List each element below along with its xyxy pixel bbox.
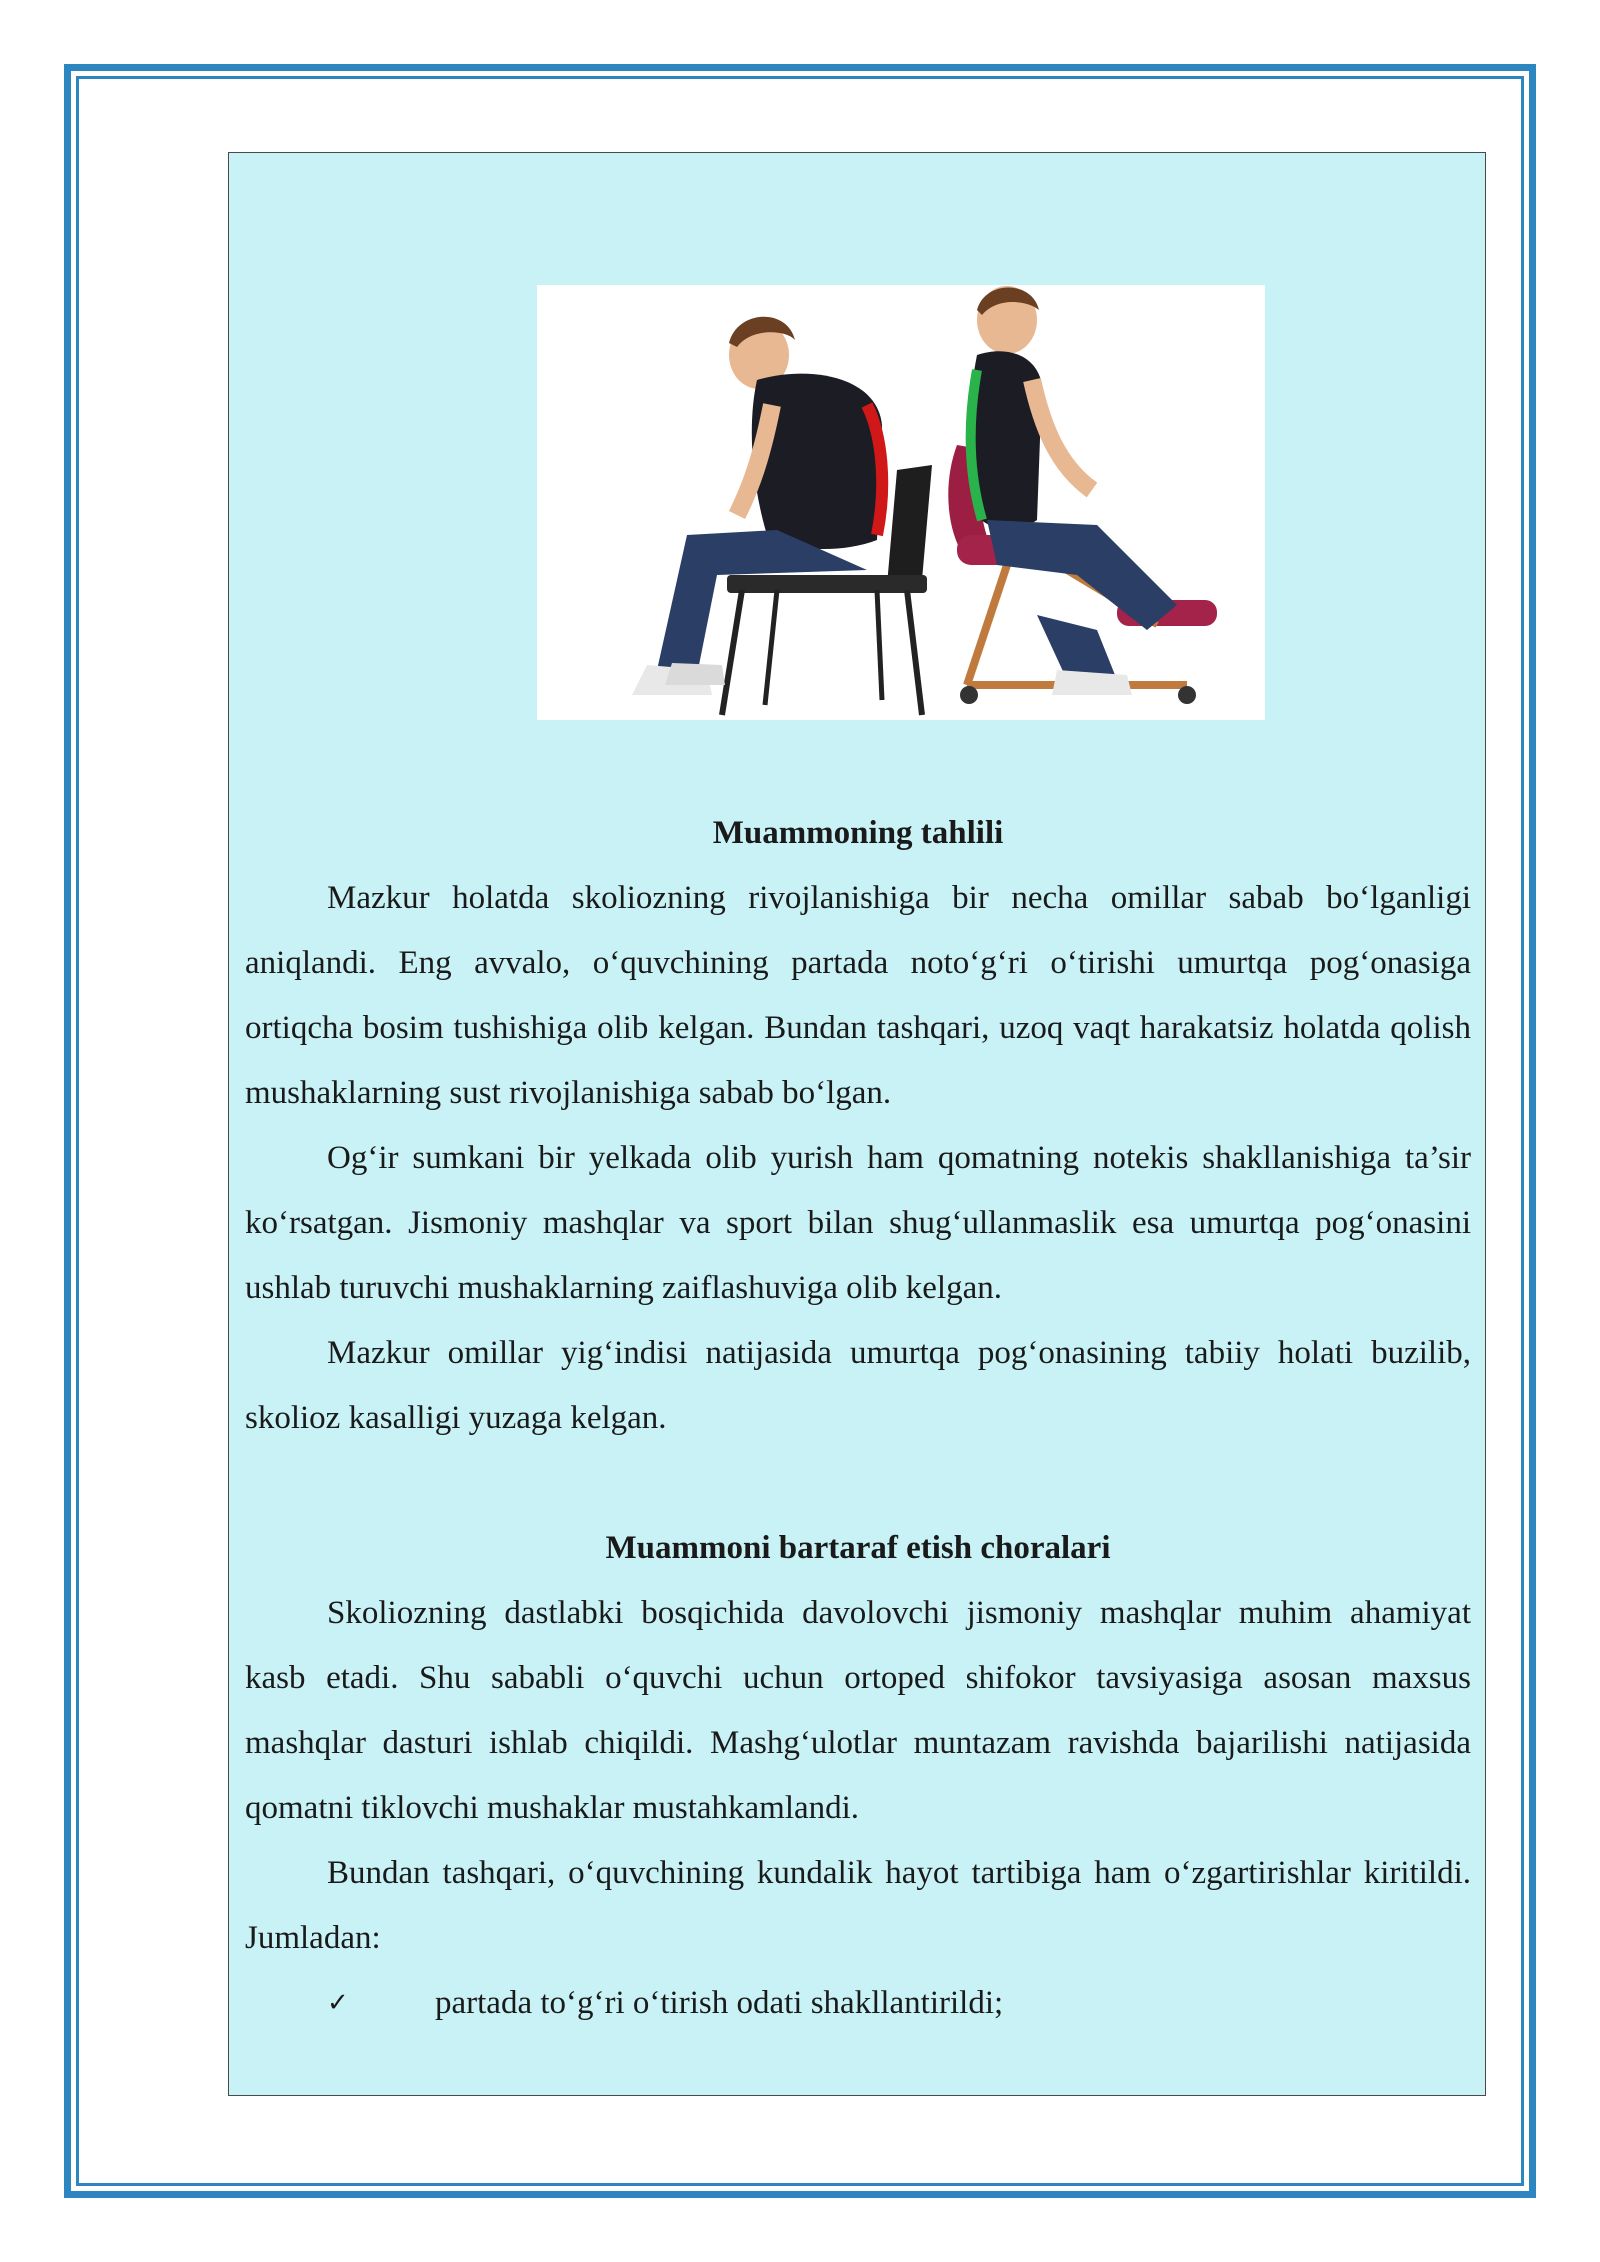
- bullet-text: partada to‘g‘ri o‘tirish odati shakllantirildi;: [435, 1985, 1004, 2021]
- paragraph: Skoliozning dastlabki bosqichida davolovchi jismoniy mashqlar muhim ahamiyat kasb etadi. Shu sababli o‘quvchi uchun ortoped shifokor tavsiyasiga asosan maxsus mashqlar dasturi ishlab chiqildi. Mashg‘ulotlar muntazam ravishda bajarilishi natijasida qomatni tiklovchi mushaklar mustahkamlandi.: [245, 1595, 1471, 1826]
- paragraph: Mazkur holatda skoliozning rivojlanishiga bir necha omillar sabab bo‘lganligi aniqlandi. Eng avvalo, o‘quvchining partada noto‘g‘ri o‘tirishi umurtqa pog‘onasiga ortiqcha bosim tushishiga olib kelgan. Bundan tashqari, uzoq vaqt harakatsiz holatda qolish mushaklarning sust rivojlanishiga sabab bo‘lgan.: [245, 880, 1471, 1111]
- paragraph: Bundan tashqari, o‘quvchining kundalik hayot tartibiga ham o‘zgartirishlar kiritildi. Jumladan:: [245, 1855, 1471, 1956]
- checkmark-icon: ✓: [327, 1988, 349, 2018]
- bullet-item: [245, 1971, 1471, 2036]
- paragraph: Mazkur omillar yig‘indisi natijasida umurtqa pog‘onasining tabiiy holati buzilib, skolioz kasalligi yuzaga kelgan.: [245, 1335, 1471, 1436]
- posture-illustration-icon: [537, 285, 1265, 720]
- section-heading-solutions: Muammoni bartaraf etish choralari: [605, 1530, 1111, 1566]
- spacer: [245, 1451, 1471, 1516]
- posture-comparison-photo: [537, 285, 1265, 720]
- text-area: [245, 801, 1471, 2036]
- section-heading-analysis: Muammoning tahlili: [712, 815, 1004, 851]
- content-box: [228, 152, 1486, 2096]
- paragraph: Og‘ir sumkani bir yelkada olib yurish ham qomatning notekis shakllanishiga ta’sir ko‘rsatgan. Jismoniy mashqlar va sport bilan shug‘ullanmaslik esa umurtqa pog‘onasini ushlab turuvchi mushaklarning zaiflashuviga olib kelgan.: [245, 1140, 1471, 1306]
